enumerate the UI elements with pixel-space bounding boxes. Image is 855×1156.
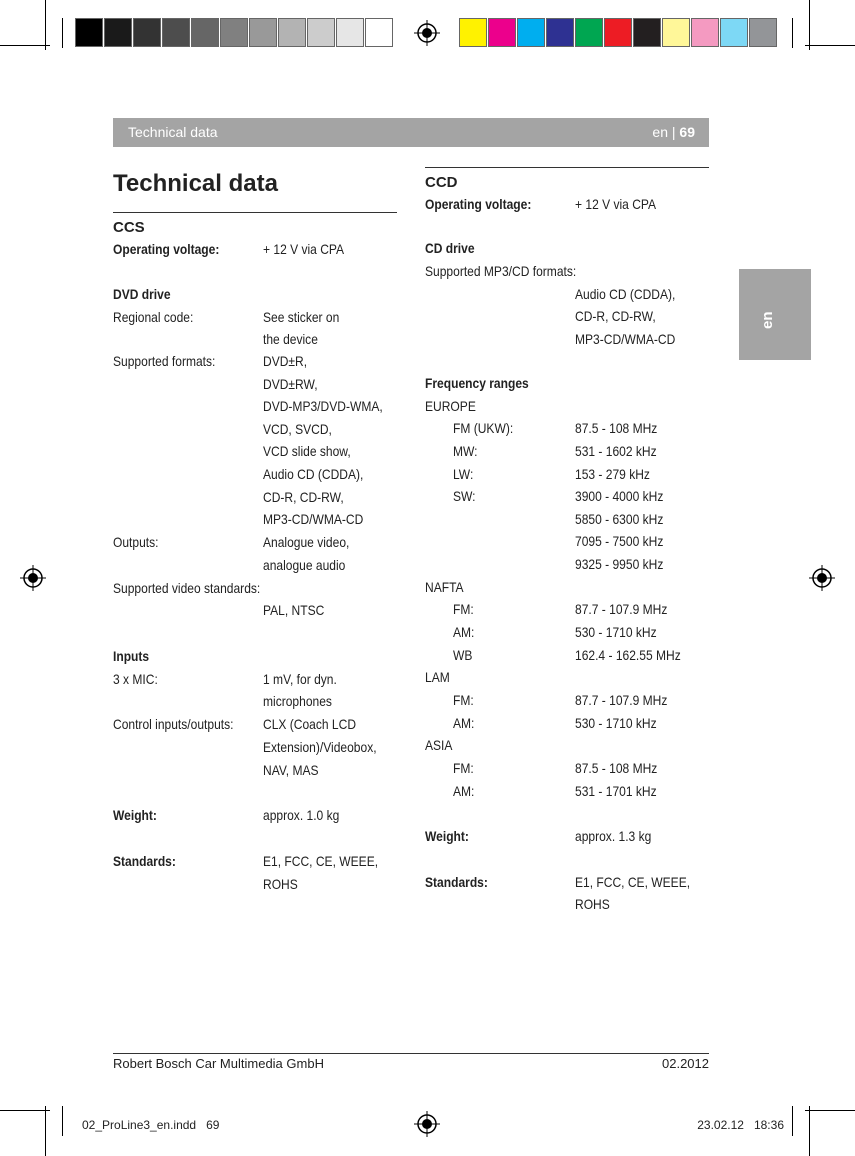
spec-value: VCD slide show, [263,443,351,459]
spec-label: Operating voltage: [113,241,220,257]
slug-filename: 02_ProLine3_en.indd 69 [82,1118,220,1132]
color-swatch [249,18,277,47]
subsection-heading: Inputs [113,648,150,664]
band-label: FM (UKW): [453,420,514,436]
region-label: LAM [425,669,450,685]
header-section-title: Technical data [128,124,218,140]
band-label: WB [453,647,473,663]
spec-label: Weight: [113,807,157,823]
band-value: 9325 - 9950 kHz [575,556,664,572]
color-swatch [162,18,190,47]
spec-label: Regional code: [113,309,194,325]
divider [113,212,397,213]
band-label: AM: [453,624,475,640]
spec-value: MP3-CD/WMA-CD [575,331,676,347]
band-value: 153 - 279 kHz [575,466,650,482]
subsection-heading: DVD drive [113,286,171,302]
spec-value: approx. 1.0 kg [263,807,340,823]
section-heading-ccs: CCS [113,219,145,236]
subsection-heading: Frequency ranges [425,375,529,391]
subsection-heading: CD drive [425,240,475,256]
slug-timestamp: 23.02.12 18:36 [697,1118,784,1132]
band-label: AM: [453,715,475,731]
spec-value: CD-R, CD-RW, [263,489,344,505]
spec-value: Audio CD (CDDA), [575,286,676,302]
header-page-number: en | 69 [652,124,695,140]
color-swatch [191,18,219,47]
band-label: FM: [453,601,474,617]
band-value: 7095 - 7500 kHz [575,533,664,549]
color-swatch [604,18,632,47]
color-swatch [517,18,545,47]
spec-value: NAV, MAS [263,762,319,778]
page-title: Technical data [113,170,278,197]
band-value: 531 - 1602 kHz [575,443,657,459]
color-swatch [133,18,161,47]
crop-mark [0,45,50,46]
color-swatch [220,18,248,47]
band-value: 87.5 - 108 MHz [575,760,658,776]
spec-value: ROHS [263,876,298,892]
band-value: 87.7 - 107.9 MHz [575,601,668,617]
spec-value: VCD, SVCD, [263,421,332,437]
spec-value: DVD±R, [263,353,308,369]
crop-mark [792,1106,793,1136]
registration-mark-icon [414,20,440,46]
footer-company: Robert Bosch Car Multimedia GmbH [113,1056,324,1071]
spec-label: Operating voltage: [425,196,532,212]
band-value: 5850 - 6300 kHz [575,511,664,527]
color-swatch [633,18,661,47]
color-swatch [336,18,364,47]
spec-value: E1, FCC, CE, WEEE, [263,853,379,869]
color-swatch [75,18,103,47]
band-value: 162.4 - 162.55 MHz [575,647,681,663]
spec-value: ROHS [575,896,610,912]
spec-label: Supported video standards: [113,580,261,596]
crop-mark [809,1106,810,1156]
color-swatch [720,18,748,47]
spec-value: approx. 1.3 kg [575,828,652,844]
page-header-bar [113,118,709,147]
band-label: MW: [453,443,478,459]
color-swatch [575,18,603,47]
band-label: FM: [453,692,474,708]
region-label: EUROPE [425,398,476,414]
color-swatch [488,18,516,47]
color-swatch [459,18,487,47]
crop-mark [805,45,855,46]
crop-mark [805,1110,855,1111]
band-value: 87.7 - 107.9 MHz [575,692,668,708]
color-swatch [365,18,393,47]
band-label: LW: [453,466,474,482]
band-label: SW: [453,488,476,504]
spec-value: See sticker on [263,309,340,325]
registration-mark-icon [414,1111,440,1137]
section-heading-ccd: CCD [425,174,458,191]
spec-label: 3 x MIC: [113,671,158,687]
spec-label: Supported MP3/CD formats: [425,263,577,279]
spec-value: + 12 V via CPA [263,241,345,257]
spec-value: the device [263,331,318,347]
color-swatch [546,18,574,47]
color-swatch [662,18,690,47]
crop-mark [45,1106,46,1156]
spec-value: Audio CD (CDDA), [263,466,364,482]
band-value: 530 - 1710 kHz [575,624,657,640]
color-swatch [278,18,306,47]
spec-value: microphones [263,693,332,709]
spec-value: PAL, NTSC [263,602,325,618]
footer-divider [113,1053,709,1054]
spec-label: Standards: [425,874,488,890]
crop-mark [809,0,810,50]
spec-label: Outputs: [113,534,159,550]
spec-value: DVD-MP3/DVD-WMA, [263,398,383,414]
spec-label: Standards: [113,853,176,869]
footer-date: 02.2012 [662,1056,709,1071]
spec-value: CD-R, CD-RW, [575,308,656,324]
spec-value: DVD±RW, [263,376,318,392]
crop-mark [0,1110,50,1111]
spec-value: E1, FCC, CE, WEEE, [575,874,691,890]
crop-mark [45,0,46,50]
spec-value: analogue audio [263,557,346,573]
registration-mark-icon [809,565,835,591]
spec-value: CLX (Coach LCD [263,716,357,732]
color-swatch [104,18,132,47]
language-tab: en [739,269,811,360]
color-swatch [749,18,777,47]
band-value: 87.5 - 108 MHz [575,420,658,436]
spec-value: Analogue video, [263,534,350,550]
color-swatch [307,18,335,47]
band-label: AM: [453,783,475,799]
crop-mark [62,18,63,48]
band-value: 530 - 1710 kHz [575,715,657,731]
crop-mark [62,1106,63,1136]
crop-mark [792,18,793,48]
spec-value: 1 mV, for dyn. [263,671,337,687]
spec-value: Extension)/Videobox, [263,739,377,755]
spec-label: Supported formats: [113,353,216,369]
color-swatch [691,18,719,47]
divider [425,167,709,168]
region-label: NAFTA [425,579,464,595]
band-label: FM: [453,760,474,776]
spec-label: Weight: [425,828,469,844]
spec-value: MP3-CD/WMA-CD [263,511,364,527]
spec-label: Control inputs/outputs: [113,716,234,732]
band-value: 3900 - 4000 kHz [575,488,664,504]
registration-mark-icon [20,565,46,591]
spec-value: + 12 V via CPA [575,196,657,212]
band-value: 531 - 1701 kHz [575,783,657,799]
region-label: ASIA [425,737,453,753]
